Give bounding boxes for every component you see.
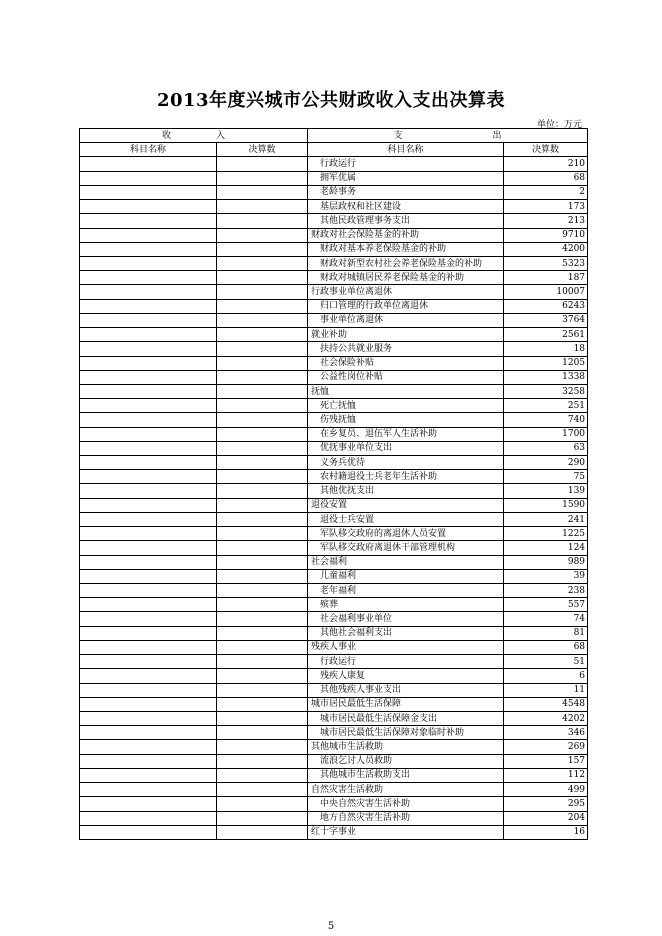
expense-name-cell: 事业单位离退休 [308,313,504,327]
expense-name-cell: 行政运行 [308,655,504,669]
income-amount-cell [217,384,308,398]
table-row [80,384,588,398]
table-row [80,768,588,782]
expense-name-cell: 残疾人康复 [308,669,504,683]
expense-name-cell: 退役士兵安置 [308,512,504,526]
expense-amount-cell: 4200 [504,242,588,256]
income-name-cell [80,697,217,711]
income-amount-cell [217,711,308,725]
expense-name-cell: 中央自然灾害生活补助 [308,797,504,811]
table-row [80,754,588,768]
expense-amount-cell: 11 [504,683,588,697]
expense-name-cell: 拥军优属 [308,171,504,185]
expense-amount-cell: 204 [504,811,588,825]
income-name-cell [80,342,217,356]
expense-name-cell: 其他优抚支出 [308,484,504,498]
expense-amount-cell: 499 [504,783,588,797]
expense-amount-cell: 989 [504,555,588,569]
income-name-cell [80,825,217,839]
table-row [80,313,588,327]
income-amount-cell [217,811,308,825]
income-name-cell [80,683,217,697]
table-row [80,797,588,811]
table-row [80,512,588,526]
income-name-cell [80,370,217,384]
income-name-cell [80,626,217,640]
income-amount-cell [217,271,308,285]
table-row [80,711,588,725]
expense-amount-cell: 2561 [504,328,588,342]
expense-amount-cell: 6 [504,669,588,683]
income-name-cell [80,598,217,612]
expense-amount-cell: 139 [504,484,588,498]
expense-amount-cell: 1338 [504,370,588,384]
income-name-cell [80,569,217,583]
income-name-cell [80,484,217,498]
expense-amount-cell: 187 [504,271,588,285]
expense-amount-cell: 157 [504,754,588,768]
expense-amount-cell: 1700 [504,427,588,441]
table-row [80,285,588,299]
table-row [80,356,588,370]
column-header-row [80,143,588,157]
table-row [80,655,588,669]
table-row [80,242,588,256]
table-row [80,256,588,270]
income-name-cell [80,470,217,484]
income-name-cell [80,512,217,526]
income-amount-cell [217,683,308,697]
table-row [80,299,588,313]
table-row [80,342,588,356]
income-amount-cell [217,242,308,256]
income-amount-cell [217,470,308,484]
expense-amount-cell: 238 [504,584,588,598]
income-name-cell [80,242,217,256]
expense-name-cell: 行政运行 [308,157,504,171]
table-row [80,541,588,555]
income-amount-cell [217,626,308,640]
table-row [80,825,588,839]
income-amount-cell [217,157,308,171]
income-amount-cell [217,299,308,313]
expense-name-cell: 其他城市生活救助支出 [308,768,504,782]
table-row [80,640,588,654]
income-name-cell [80,256,217,270]
expense-amount-cell: 9710 [504,228,588,242]
income-amount-cell [217,441,308,455]
expense-amount-cell: 557 [504,598,588,612]
table-row [80,612,588,626]
income-amount-cell [217,498,308,512]
expense-amount-cell: 1225 [504,527,588,541]
table-row [80,783,588,797]
income-name-cell [80,157,217,171]
expense-amount-cell: 63 [504,441,588,455]
expense-amount-cell: 10007 [504,285,588,299]
expense-name-cell: 社会福利 [308,555,504,569]
expense-amount-cell: 68 [504,171,588,185]
expense-name-cell: 财政对新型农村社会养老保险基金的补助 [308,256,504,270]
expense-name-cell: 农村籍退役士兵老年生活补助 [308,470,504,484]
table-row [80,726,588,740]
expense-name-cell: 其他城市生活救助 [308,740,504,754]
table-row [80,555,588,569]
income-name-cell [80,768,217,782]
income-name-cell [80,612,217,626]
expense-amount-cell: 346 [504,726,588,740]
expense-amount-cell: 269 [504,740,588,754]
income-amount-cell [217,256,308,270]
expense-name-cell: 在乡复员、退伍军人生活补助 [308,427,504,441]
income-amount-cell [217,285,308,299]
income-name-cell [80,655,217,669]
table-row [80,811,588,825]
income-name-cell [80,456,217,470]
table-row [80,185,588,199]
income-name-cell [80,384,217,398]
unit-label: 单位：万元 [537,120,583,130]
expense-amount-cell: 16 [504,825,588,839]
income-name-cell [80,185,217,199]
income-amount-cell [217,740,308,754]
table-row [80,569,588,583]
table-body [80,157,588,840]
income-amount-cell [217,697,308,711]
income-amount-cell [217,342,308,356]
income-name-cell [80,413,217,427]
expense-name-cell: 残疾人事业 [308,640,504,654]
table-row [80,370,588,384]
expense-amount-cell: 2 [504,185,588,199]
income-amount-cell [217,825,308,839]
expense-name-cell: 城市居民最低生活保障对象临时补助 [308,726,504,740]
income-name-cell [80,214,217,228]
expense-amount-cell: 112 [504,768,588,782]
expense-amount-cell: 3764 [504,313,588,327]
header-group-row [80,129,588,143]
expense-name-cell: 财政对社会保险基金的补助 [308,228,504,242]
expense-name-cell: 财政对基本养老保险基金的补助 [308,242,504,256]
income-name-cell [80,498,217,512]
expense-name-cell: 就业补助 [308,328,504,342]
table-row [80,441,588,455]
income-name-cell [80,669,217,683]
expense-amount-cell: 3258 [504,384,588,398]
income-name-cell [80,640,217,654]
income-amount-cell [217,797,308,811]
expense-name-cell: 行政事业单位离退休 [308,285,504,299]
expense-name-cell: 优抚事业单位支出 [308,441,504,455]
table-row [80,157,588,171]
expense-name-cell: 流浪乞讨人员救助 [308,754,504,768]
income-name-cell [80,584,217,598]
expense-amount-cell: 295 [504,797,588,811]
expense-amount-header: 决算数 [504,143,588,157]
expense-name-cell: 扶持公共就业服务 [308,342,504,356]
table-row [80,328,588,342]
income-name-cell [80,441,217,455]
expense-amount-cell: 213 [504,214,588,228]
income-amount-cell [217,726,308,740]
income-name-cell [80,228,217,242]
income-amount-header: 决算数 [217,143,308,157]
expense-amount-cell: 74 [504,612,588,626]
expense-name-cell: 城市居民最低生活保障金支出 [308,711,504,725]
income-amount-cell [217,512,308,526]
expense-amount-cell: 4548 [504,697,588,711]
income-amount-cell [217,313,308,327]
income-amount-cell [217,640,308,654]
income-amount-cell [217,768,308,782]
income-name-cell [80,711,217,725]
table-row [80,584,588,598]
table-row [80,399,588,413]
income-amount-cell [217,541,308,555]
table-row [80,413,588,427]
expense-name-cell: 公益性岗位补贴 [308,370,504,384]
page-number: 5 [327,921,335,932]
income-name-cell [80,299,217,313]
expense-name-cell: 老龄事务 [308,185,504,199]
expense-amount-cell: 75 [504,470,588,484]
income-name-cell [80,171,217,185]
expense-name-header: 科目名称 [308,143,504,157]
page-title: 2013年度兴城市公共财政收入支出决算表 [156,90,506,111]
expense-name-cell: 其他社会福利支出 [308,626,504,640]
expense-name-cell: 社会福利事业单位 [308,612,504,626]
table-row [80,527,588,541]
income-name-cell [80,328,217,342]
expense-amount-cell: 1590 [504,498,588,512]
table-row [80,427,588,441]
income-amount-cell [217,328,308,342]
expense-amount-cell: 173 [504,200,588,214]
expense-amount-cell: 4202 [504,711,588,725]
expense-header: 支 出 [308,129,588,143]
income-amount-cell [217,669,308,683]
table-row [80,484,588,498]
expense-amount-cell: 290 [504,456,588,470]
income-name-cell [80,740,217,754]
income-amount-cell [217,754,308,768]
income-name-cell [80,271,217,285]
income-name-cell [80,356,217,370]
expense-name-cell: 死亡抚恤 [308,399,504,413]
expense-name-cell: 伤残抚恤 [308,413,504,427]
table-row [80,697,588,711]
expense-amount-cell: 210 [504,157,588,171]
table-row [80,740,588,754]
expense-name-cell: 退役安置 [308,498,504,512]
income-amount-cell [217,214,308,228]
table-row [80,171,588,185]
expense-name-cell: 儿童福利 [308,569,504,583]
expense-name-cell: 抚恤 [308,384,504,398]
income-name-cell [80,527,217,541]
expense-amount-cell: 6243 [504,299,588,313]
expense-name-cell: 自然灾害生活救助 [308,783,504,797]
income-name-cell [80,811,217,825]
expense-amount-cell: 740 [504,413,588,427]
expense-name-cell: 红十字事业 [308,825,504,839]
expense-amount-cell: 81 [504,626,588,640]
income-name-cell [80,541,217,555]
table-row [80,669,588,683]
income-amount-cell [217,655,308,669]
income-amount-cell [217,484,308,498]
expense-name-cell: 城市居民最低生活保障 [308,697,504,711]
expense-name-cell: 军队移交政府离退休干部管理机构 [308,541,504,555]
income-amount-cell [217,598,308,612]
income-amount-cell [217,413,308,427]
income-name-cell [80,285,217,299]
income-name-cell [80,399,217,413]
table-row [80,214,588,228]
expense-name-cell: 军队移交政府的离退休人员安置 [308,527,504,541]
expense-name-cell: 其他民政管理事务支出 [308,214,504,228]
expense-amount-cell: 68 [504,640,588,654]
income-amount-cell [217,584,308,598]
expense-amount-cell: 1205 [504,356,588,370]
income-amount-cell [217,171,308,185]
income-amount-cell [217,200,308,214]
expense-name-cell: 社会保险补贴 [308,356,504,370]
table-row [80,200,588,214]
budget-table [79,128,588,840]
income-amount-cell [217,427,308,441]
income-amount-cell [217,185,308,199]
income-amount-cell [217,370,308,384]
income-name-cell [80,726,217,740]
table-row [80,683,588,697]
income-name-cell [80,200,217,214]
income-header: 收 入 [80,129,308,143]
table-row [80,456,588,470]
expense-name-cell: 殡葬 [308,598,504,612]
income-name-cell [80,754,217,768]
expense-amount-cell: 39 [504,569,588,583]
expense-name-cell: 老年福利 [308,584,504,598]
expense-amount-cell: 241 [504,512,588,526]
income-amount-cell [217,783,308,797]
expense-amount-cell: 124 [504,541,588,555]
income-name-header: 科目名称 [80,143,217,157]
income-amount-cell [217,399,308,413]
expense-amount-cell: 5323 [504,256,588,270]
expense-name-cell: 归口管理的行政单位离退休 [308,299,504,313]
income-name-cell [80,555,217,569]
income-amount-cell [217,527,308,541]
expense-amount-cell: 51 [504,655,588,669]
expense-name-cell: 其他残疾人事业支出 [308,683,504,697]
income-amount-cell [217,356,308,370]
expense-name-cell: 义务兵优待 [308,456,504,470]
expense-name-cell: 财政对城镇居民养老保险基金的补助 [308,271,504,285]
expense-amount-cell: 18 [504,342,588,356]
expense-amount-cell: 251 [504,399,588,413]
expense-name-cell: 基层政权和社区建设 [308,200,504,214]
table-row [80,626,588,640]
income-name-cell [80,427,217,441]
table-row [80,598,588,612]
income-name-cell [80,797,217,811]
expense-name-cell: 地方自然灾害生活补助 [308,811,504,825]
income-name-cell [80,783,217,797]
income-amount-cell [217,612,308,626]
income-amount-cell [217,456,308,470]
table-row [80,271,588,285]
table-row [80,470,588,484]
table-row [80,498,588,512]
income-amount-cell [217,555,308,569]
income-name-cell [80,313,217,327]
income-amount-cell [217,569,308,583]
table-row [80,228,588,242]
income-amount-cell [217,228,308,242]
